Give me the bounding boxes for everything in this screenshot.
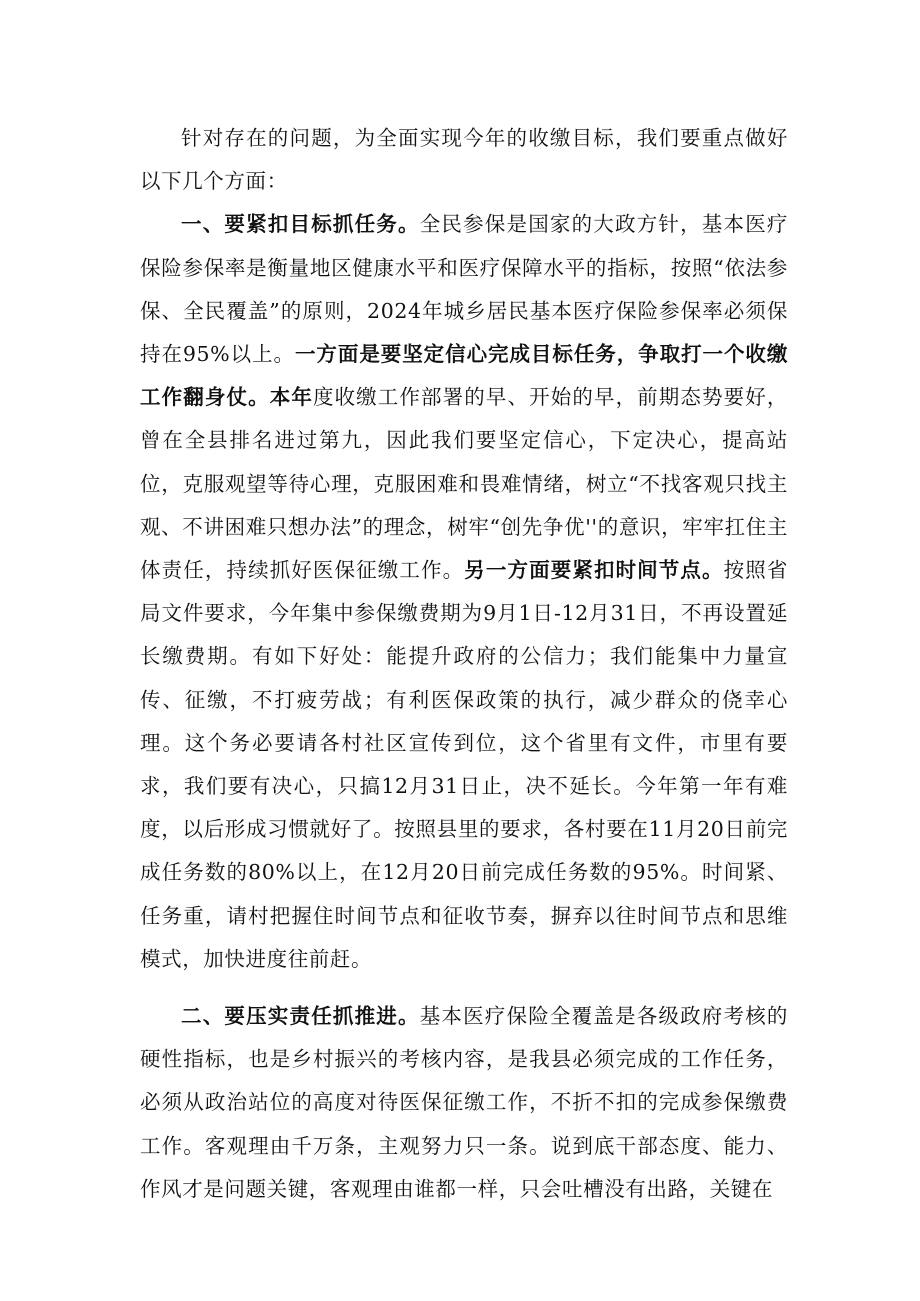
paragraph-intro [140, 117, 788, 203]
section-one-text-2: 度收缴工作部署的早、开始的早，前期态势要好，曾在全县排名进过第九，因此我们要坚定信心，下定决心，提高站位，克服观望等待心理，克服困难和畏难情绪，树立“不找客观只找主观、不讲困难只想办法”的理念，树牢“创先争优''的意识，牢牢扛住主体责任，持续抓好医保征缴工作。 [140, 385, 788, 583]
section-one-bold-1: 一方面是要坚定信心完成目标任务，争取打一个收缴工作翻身仗。本年 [140, 342, 788, 410]
document-page [140, 117, 788, 1211]
section-one-bold-2: 另一方面要紧扣时间节点。 [464, 558, 724, 583]
section-two-heading: 二、要压实责任抓推进。 [181, 1004, 420, 1029]
paragraph-section-one [140, 203, 788, 981]
intro-text: 针对存在的问题，为全面实现今年的收缴目标，我们要重点做好以下几个方面： [140, 126, 788, 194]
section-one-text-1: 全民参保是国家的大政方针，基本医疗保险参保率是衡量地区健康水平和医疗保障水平的指标，按照“依法参保、全民覆盖”的原则，2024年城乡居民基本医疗保险参保率必须保持在95%以上。 [140, 212, 788, 367]
section-one-heading: 一、要紧扣目标抓任务。 [181, 212, 420, 237]
paragraph-section-two [140, 995, 788, 1211]
section-one-text-3: 按照省局文件要求，今年集中参保缴费期为9月1日-12月31日，不再设置延长缴费期。有如下好处：能提升政府的公信力；我们能集中力量宣传、征缴，不打疲劳战；有利医保政策的执行，减少群众的侥幸心理。这个务必要请各村社区宣传到位，这个省里有文件，市里有要求，我们要有决心，只搞12月31日止，决不延长。今年第一年有难度，以后形成习惯就好了。按照县里的要求，各村要在11月20日前完成任务数的80%以上，在12月20日前完成任务数的95%。时间紧、任务重，请村把握住时间节点和征收节奏，摒弃以往时间节点和思维模式，加快进度往前赶。 [140, 558, 788, 971]
section-two-text: 基本医疗保险全覆盖是各级政府考核的硬性指标，也是乡村振兴的考核内容，是我县必须完成的工作任务，必须从政治站位的高度对待医保征缴工作，不折不扣的完成参保缴费工作。客观理由千万条，主观努力只一条。说到底干部态度、能力、作风才是问题关键，客观理由谁都一样，只会吐槽没有出路，关键在 [140, 1004, 788, 1201]
